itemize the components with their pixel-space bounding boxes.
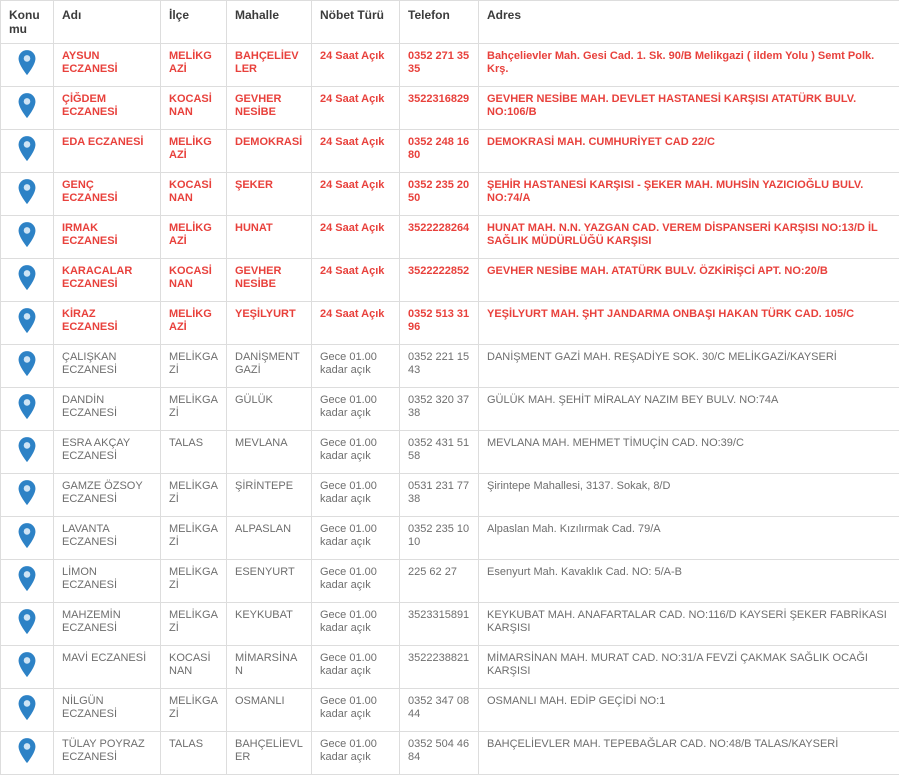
pharmacy-neighborhood: GÜLÜK	[227, 388, 312, 431]
pharmacy-duty-type: Gece 01.00 kadar açık	[312, 517, 400, 560]
pharmacy-neighborhood: ŞEKER	[227, 173, 312, 216]
map-pin-icon[interactable]	[16, 393, 38, 421]
pharmacy-duty-type: 24 Saat Açık	[312, 259, 400, 302]
pharmacy-duty-type: Gece 01.00 kadar açık	[312, 689, 400, 732]
map-pin-icon[interactable]	[16, 479, 38, 507]
pharmacy-district: KOCASİNAN	[161, 173, 227, 216]
column-header-location: Konumu	[1, 1, 54, 44]
pharmacy-name: AYSUN ECZANESİ	[54, 44, 161, 87]
pharmacy-phone: 0352 513 31 96	[400, 302, 479, 345]
pharmacy-district: TALAS	[161, 732, 227, 775]
map-pin-icon[interactable]	[16, 522, 38, 550]
pharmacy-duty-type: Gece 01.00 kadar açık	[312, 603, 400, 646]
map-pin-icon[interactable]	[16, 307, 38, 335]
pharmacy-district: MELİKGAZİ	[161, 474, 227, 517]
location-cell	[1, 44, 54, 87]
pharmacy-address: Alpaslan Mah. Kızılırmak Cad. 79/A	[479, 517, 899, 560]
pharmacy-neighborhood: MİMARSİNAN	[227, 646, 312, 689]
pharmacy-name: LİMON ECZANESİ	[54, 560, 161, 603]
location-cell	[1, 259, 54, 302]
table-row	[1, 173, 899, 216]
pharmacy-duty-type: Gece 01.00 kadar açık	[312, 646, 400, 689]
map-pin-icon[interactable]	[16, 737, 38, 765]
pharmacy-duty-type: 24 Saat Açık	[312, 302, 400, 345]
location-cell	[1, 130, 54, 173]
pharmacy-neighborhood: KEYKUBAT	[227, 603, 312, 646]
pharmacy-address: ŞEHİR HASTANESİ KARŞISI - ŞEKER MAH. MUHSİN YAZICIOĞLU BULV. NO:74/A	[479, 173, 899, 216]
pharmacy-neighborhood: GEVHER NESİBE	[227, 87, 312, 130]
pharmacy-address: Bahçelievler Mah. Gesi Cad. 1. Sk. 90/B Melikgazi ( ildem Yolu ) Semt Polk. Krş.	[479, 44, 899, 87]
location-cell	[1, 603, 54, 646]
table-row	[1, 130, 899, 173]
pharmacy-duty-type: 24 Saat Açık	[312, 87, 400, 130]
pharmacy-duty-type: Gece 01.00 kadar açık	[312, 474, 400, 517]
table-row	[1, 560, 899, 603]
column-header-neighborhood: Mahalle	[227, 1, 312, 44]
pharmacy-duty-type: Gece 01.00 kadar açık	[312, 388, 400, 431]
pharmacy-phone: 3522228264	[400, 216, 479, 259]
pharmacy-phone: 3522222852	[400, 259, 479, 302]
pharmacy-name: EDA ECZANESİ	[54, 130, 161, 173]
pharmacy-name: ÇİĞDEM ECZANESİ	[54, 87, 161, 130]
pharmacy-neighborhood: ŞİRİNTEPE	[227, 474, 312, 517]
pharmacy-address: MEVLANA MAH. MEHMET TİMUÇİN CAD. NO:39/C	[479, 431, 899, 474]
pharmacy-district: MELİKGAZİ	[161, 560, 227, 603]
pharmacy-address: Şirintepe Mahallesi, 3137. Sokak, 8/D	[479, 474, 899, 517]
pharmacy-name: KİRAZ ECZANESİ	[54, 302, 161, 345]
map-pin-icon[interactable]	[16, 608, 38, 636]
pharmacy-name: LAVANTA ECZANESİ	[54, 517, 161, 560]
map-pin-icon[interactable]	[16, 135, 38, 163]
pharmacy-duty-type: 24 Saat Açık	[312, 216, 400, 259]
pharmacy-name: ÇALIŞKAN ECZANESİ	[54, 345, 161, 388]
column-header-phone: Telefon	[400, 1, 479, 44]
pharmacy-neighborhood: HUNAT	[227, 216, 312, 259]
map-pin-icon[interactable]	[16, 49, 38, 77]
pharmacy-district: MELİKGAZİ	[161, 216, 227, 259]
pharmacy-phone: 0352 347 08 44	[400, 689, 479, 732]
pharmacy-duty-type: Gece 01.00 kadar açık	[312, 345, 400, 388]
column-header-district: İlçe	[161, 1, 227, 44]
map-pin-icon[interactable]	[16, 178, 38, 206]
pharmacy-district: KOCASİNAN	[161, 646, 227, 689]
table-row	[1, 44, 899, 87]
pharmacy-address: GEVHER NESİBE MAH. ATATÜRK BULV. ÖZKİRİŞCİ APT. NO:20/B	[479, 259, 899, 302]
pharmacy-name: KARACALAR ECZANESİ	[54, 259, 161, 302]
pharmacy-district: MELİKGAZİ	[161, 44, 227, 87]
pharmacy-name: DANDİN ECZANESİ	[54, 388, 161, 431]
location-cell	[1, 302, 54, 345]
pharmacy-address: GEVHER NESİBE MAH. DEVLET HASTANESİ KARŞISI ATATÜRK BULV. NO:106/B	[479, 87, 899, 130]
pharmacy-phone: 0352 248 16 80	[400, 130, 479, 173]
pharmacy-address: MİMARSİNAN MAH. MURAT CAD. NO:31/A FEVZİ ÇAKMAK SAĞLIK OCAĞI KARŞISI	[479, 646, 899, 689]
pharmacy-district: MELİKGAZİ	[161, 689, 227, 732]
location-cell	[1, 388, 54, 431]
pharmacy-phone: 225 62 27	[400, 560, 479, 603]
pharmacy-name: MAVİ ECZANESİ	[54, 646, 161, 689]
pharmacy-neighborhood: GEVHER NESİBE	[227, 259, 312, 302]
pharmacy-address: Esenyurt Mah. Kavaklık Cad. NO: 5/A-B	[479, 560, 899, 603]
pharmacy-neighborhood: YEŞİLYURT	[227, 302, 312, 345]
map-pin-icon[interactable]	[16, 565, 38, 593]
pharmacy-name: GENÇ ECZANESİ	[54, 173, 161, 216]
column-header-name: Adı	[54, 1, 161, 44]
pharmacy-duty-type: Gece 01.00 kadar açık	[312, 560, 400, 603]
pharmacy-name: MAHZEMİN ECZANESİ	[54, 603, 161, 646]
pharmacy-neighborhood: ESENYURT	[227, 560, 312, 603]
pharmacy-duty-type: Gece 01.00 kadar açık	[312, 431, 400, 474]
pharmacy-phone: 3522238821	[400, 646, 479, 689]
pharmacy-district: MELİKGAZİ	[161, 603, 227, 646]
map-pin-icon[interactable]	[16, 651, 38, 679]
pharmacy-phone: 3523315891	[400, 603, 479, 646]
pharmacy-address: OSMANLI MAH. EDİP GEÇİDİ NO:1	[479, 689, 899, 732]
map-pin-icon[interactable]	[16, 264, 38, 292]
location-cell	[1, 560, 54, 603]
pharmacy-district: KOCASİNAN	[161, 87, 227, 130]
pharmacy-name: TÜLAY POYRAZ ECZANESİ	[54, 732, 161, 775]
pharmacy-neighborhood: MEVLANA	[227, 431, 312, 474]
pharmacy-neighborhood: DANİŞMENTGAZİ	[227, 345, 312, 388]
location-cell	[1, 431, 54, 474]
pharmacy-address: DANİŞMENT GAZİ MAH. REŞADİYE SOK. 30/C MELİKGAZİ/KAYSERİ	[479, 345, 899, 388]
pharmacy-district: TALAS	[161, 431, 227, 474]
table-header-row	[1, 1, 899, 44]
column-header-address: Adres	[479, 1, 899, 44]
table-row	[1, 603, 899, 646]
table-row	[1, 302, 899, 345]
pharmacy-district: MELİKGAZİ	[161, 302, 227, 345]
column-header-duty-type: Nöbet Türü	[312, 1, 400, 44]
location-cell	[1, 87, 54, 130]
map-pin-icon[interactable]	[16, 350, 38, 378]
table-row	[1, 517, 899, 560]
pharmacy-duty-type: 24 Saat Açık	[312, 173, 400, 216]
location-cell	[1, 646, 54, 689]
pharmacy-phone: 0352 320 37 38	[400, 388, 479, 431]
table-row	[1, 431, 899, 474]
pharmacy-phone: 0352 235 10 10	[400, 517, 479, 560]
pharmacy-duty-type: Gece 01.00 kadar açık	[312, 732, 400, 775]
pharmacy-phone: 0352 504 46 84	[400, 732, 479, 775]
pharmacy-name: GAMZE ÖZSOY ECZANESİ	[54, 474, 161, 517]
table-row	[1, 259, 899, 302]
location-cell	[1, 216, 54, 259]
table-row	[1, 388, 899, 431]
pharmacy-neighborhood: BAHÇELİEVLER	[227, 732, 312, 775]
pharmacy-address: GÜLÜK MAH. ŞEHİT MİRALAY NAZIM BEY BULV. NO:74A	[479, 388, 899, 431]
table-row	[1, 474, 899, 517]
pharmacy-address: KEYKUBAT MAH. ANAFARTALAR CAD. NO:116/D KAYSERİ ŞEKER FABRİKASI KARŞISI	[479, 603, 899, 646]
map-pin-icon[interactable]	[16, 221, 38, 249]
table-row	[1, 646, 899, 689]
pharmacy-phone: 0352 221 15 43	[400, 345, 479, 388]
pharmacy-name: IRMAK ECZANESİ	[54, 216, 161, 259]
pharmacy-phone: 0352 431 51 58	[400, 431, 479, 474]
table-row	[1, 216, 899, 259]
table-row	[1, 345, 899, 388]
pharmacy-address: YEŞİLYURT MAH. ŞHT JANDARMA ONBAŞI HAKAN TÜRK CAD. 105/C	[479, 302, 899, 345]
table-row	[1, 689, 899, 732]
map-pin-icon[interactable]	[16, 694, 38, 722]
pharmacy-district: MELİKGAZİ	[161, 345, 227, 388]
pharmacy-phone: 0531 231 77 38	[400, 474, 479, 517]
pharmacy-phone: 3522316829	[400, 87, 479, 130]
pharmacy-name: ESRA AKÇAY ECZANESİ	[54, 431, 161, 474]
location-cell	[1, 474, 54, 517]
location-cell	[1, 732, 54, 775]
location-cell	[1, 345, 54, 388]
pharmacy-neighborhood: OSMANLI	[227, 689, 312, 732]
pharmacy-address: HUNAT MAH. N.N. YAZGAN CAD. VEREM DİSPANSERİ KARŞISI NO:13/D İL SAĞLIK MÜDÜRLÜĞÜ KARŞISI	[479, 216, 899, 259]
pharmacy-phone: 0352 271 35 35	[400, 44, 479, 87]
map-pin-icon[interactable]	[16, 436, 38, 464]
pharmacy-district: MELİKGAZİ	[161, 130, 227, 173]
table-row	[1, 87, 899, 130]
location-cell	[1, 689, 54, 732]
pharmacy-neighborhood: DEMOKRASİ	[227, 130, 312, 173]
pharmacy-district: MELİKGAZİ	[161, 517, 227, 560]
pharmacy-neighborhood: ALPASLAN	[227, 517, 312, 560]
location-cell	[1, 517, 54, 560]
pharmacy-table-body	[1, 44, 899, 775]
pharmacy-district: MELİKGAZİ	[161, 388, 227, 431]
location-cell	[1, 173, 54, 216]
pharmacy-neighborhood: BAHÇELİEVLER	[227, 44, 312, 87]
pharmacy-address: DEMOKRASİ MAH. CUMHURİYET CAD 22/C	[479, 130, 899, 173]
pharmacy-duty-type: 24 Saat Açık	[312, 130, 400, 173]
pharmacy-duty-type: 24 Saat Açık	[312, 44, 400, 87]
pharmacy-phone: 0352 235 20 50	[400, 173, 479, 216]
pharmacy-district: KOCASİNAN	[161, 259, 227, 302]
pharmacy-name: NİLGÜN ECZANESİ	[54, 689, 161, 732]
table-row	[1, 732, 899, 775]
pharmacy-address: BAHÇELİEVLER MAH. TEPEBAĞLAR CAD. NO:48/B TALAS/KAYSERİ	[479, 732, 899, 775]
map-pin-icon[interactable]	[16, 92, 38, 120]
